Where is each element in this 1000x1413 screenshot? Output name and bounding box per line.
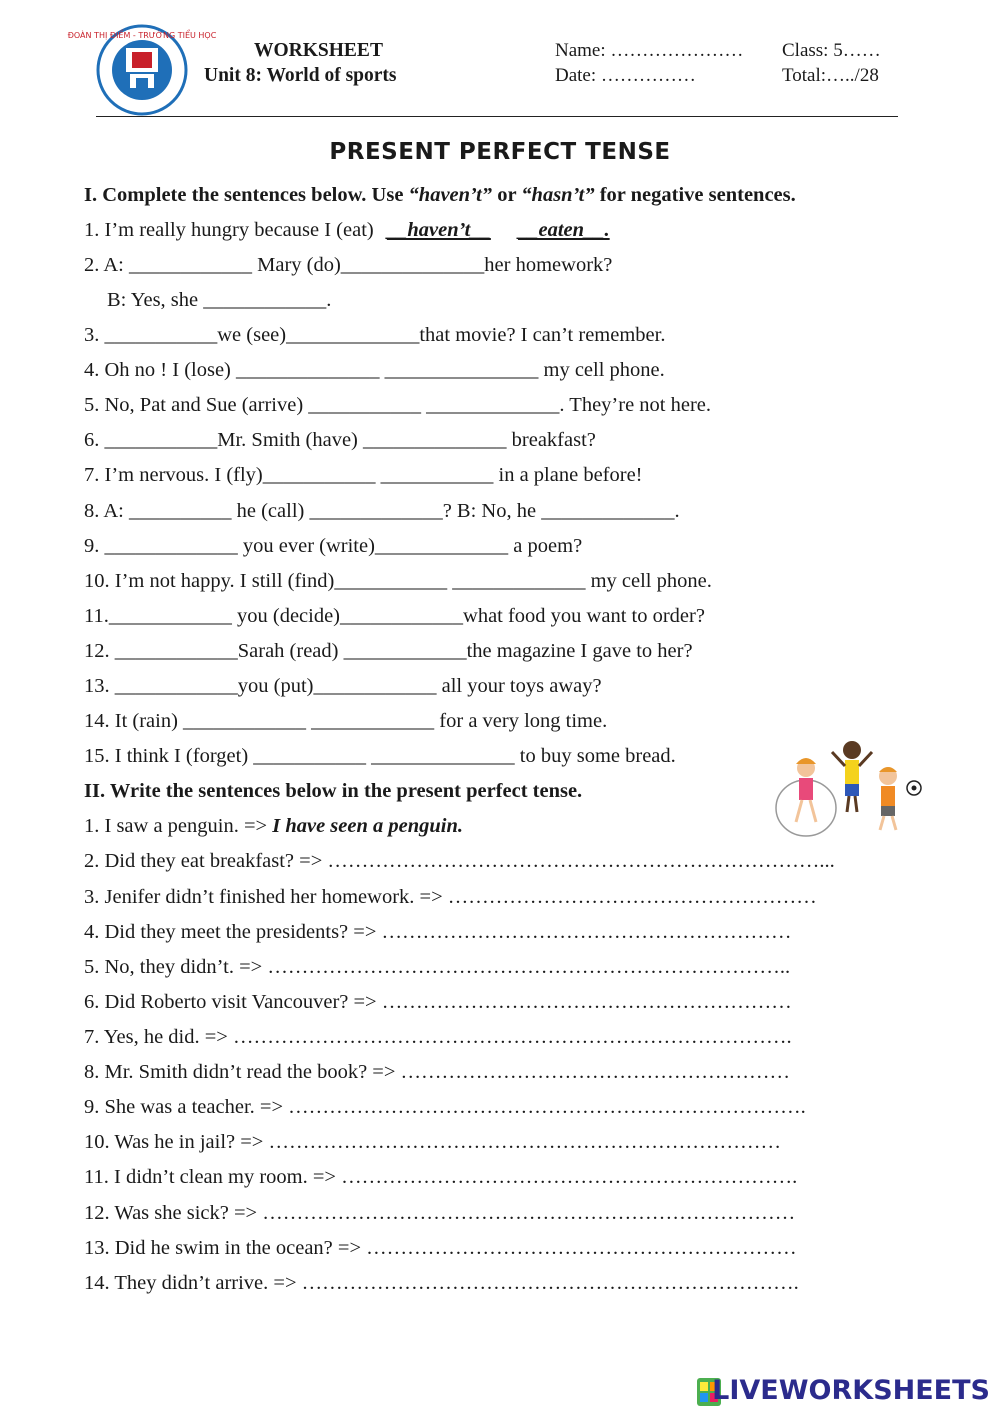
part1-item-7[interactable]: 7. I’m nervous. I (fly)___________ ___________ in a plane before! [84, 464, 643, 486]
example-prefix: 1. I’m really hungry because I (eat) [84, 219, 379, 241]
logo-ring-text: ĐOÀN THỊ ĐIỂM - TRƯỜNG TIỂU HỌC [67, 31, 217, 40]
total-field[interactable]: Total:…../28 [782, 65, 879, 86]
part1-item-12[interactable]: 12. ____________Sarah (read) ____________the magazine I gave to her? [84, 640, 693, 662]
part2-item-8[interactable]: 8. Mr. Smith didn’t read the book? => ………………………………………………… [84, 1061, 791, 1083]
part1-item-10[interactable]: 10. I’m not happy. I still (find)___________ _____________ my cell phone. [84, 570, 712, 592]
name-field[interactable]: Name: ………………… [555, 40, 744, 61]
example-answer-1: __haven’t__ [386, 219, 491, 241]
part1-item-15[interactable]: 15. I think I (forget) ___________ ______________ to buy some bread. [84, 745, 676, 767]
instruction-lead: I. Complete the sentences below. Use [84, 184, 409, 206]
part1-example [84, 218, 610, 242]
class-field[interactable]: Class: 5…… [782, 40, 881, 61]
part1-item-14[interactable]: 14. It (rain) ____________ ____________ for a very long time. [84, 710, 608, 732]
part2-item-9[interactable]: 9. She was a teacher. => …………………………………………………………………. [84, 1096, 806, 1118]
instruction-q1: “haven’t” [408, 184, 493, 206]
part2-item-3[interactable]: 3. Jenifer didn’t finished her homework. => ……………………………………………… [84, 886, 817, 908]
part2-item-11[interactable]: 11. I didn’t clean my room. => …………………………………………………………. [84, 1166, 798, 1188]
date-field[interactable]: Date: …………… [555, 65, 696, 86]
part2-item-10[interactable]: 10. Was he in jail? => ………………………………………………………………… [84, 1131, 781, 1153]
part2-example [84, 814, 463, 838]
liveworksheets-brand[interactable]: LIVEWORKSHEETS [712, 1375, 990, 1406]
part2-item-2[interactable]: 2. Did they eat breakfast? => ………………………………………………………………... [84, 850, 835, 872]
unit-label: Unit 8: World of sports [204, 65, 397, 86]
part1-item-4[interactable]: 4. Oh no ! I (lose) ______________ _______________ my cell phone. [84, 359, 665, 381]
part2-example-prefix: 1. I saw a penguin. => [84, 815, 273, 837]
part2-item-4[interactable]: 4. Did they meet the presidents? => …………………………………………………… [84, 921, 792, 943]
part2-item-5[interactable]: 5. No, they didn’t. => ………………………………………………………………….. [84, 956, 791, 978]
part1-item-8[interactable]: 8. A: __________ he (call) _____________? B: No, he _____________. [84, 500, 680, 522]
part1-item-13[interactable]: 13. ____________you (put)____________ all your toys away? [84, 675, 602, 697]
example-answer-2: __eaten__. [517, 219, 610, 241]
part1-item-11[interactable]: 11.____________ you (decide)____________what food you want to order? [84, 605, 705, 627]
part2-item-6[interactable]: 6. Did Roberto visit Vancouver? => …………………………………………………… [84, 991, 792, 1013]
part1-item-2[interactable]: 2. A: ____________ Mary (do)______________her homework? [84, 254, 613, 276]
part1-instruction [84, 183, 796, 207]
part1-item-9[interactable]: 9. _____________ you ever (write)_____________ a poem? [84, 535, 583, 557]
part2-item-14[interactable]: 14. They didn’t arrive. => ………………………………………………………………. [84, 1272, 799, 1294]
part1-item-5[interactable]: 5. No, Pat and Sue (arrive) ___________ _____________. They’re not here. [84, 394, 712, 416]
part2-item-7[interactable]: 7. Yes, he did. => ………………………………………………………………………. [84, 1026, 792, 1048]
part2-instruction: II. Write the sentences below in the present perfect tense. [84, 780, 583, 802]
instruction-mid: or [492, 184, 522, 206]
header-divider [96, 116, 898, 117]
part1-item-3[interactable]: 3. ___________we (see)_____________that movie? I can’t remember. [84, 324, 666, 346]
part2-item-13[interactable]: 13. Did he swim in the ocean? => ……………………………………………………… [84, 1237, 797, 1259]
school-logo [67, 24, 217, 116]
part2-example-answer: I have seen a penguin. [272, 815, 464, 837]
part1-item-6[interactable]: 6. ___________Mr. Smith (have) ______________ breakfast? [84, 429, 596, 451]
part1-item-2b[interactable]: B: Yes, she ____________. [107, 289, 332, 311]
instruction-tail: for negative sentences. [594, 184, 796, 206]
page-title: PRESENT PERFECT TENSE [329, 139, 671, 165]
worksheet-label: WORKSHEET [254, 40, 383, 61]
part2-item-12[interactable]: 12. Was she sick? => …………………………………………………………………… [84, 1202, 796, 1224]
instruction-q2: “hasn’t” [521, 184, 595, 206]
kids-playing-illustration [770, 738, 930, 838]
